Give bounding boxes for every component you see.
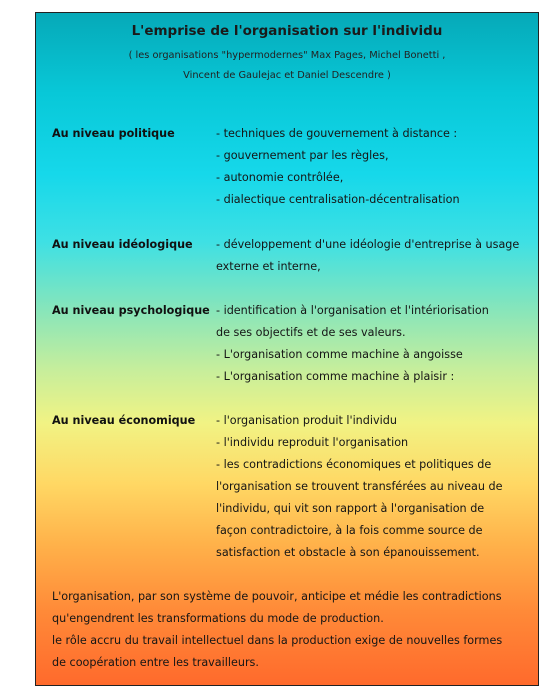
document-title: L'emprise de l'organisation sur l'individu [131, 23, 443, 39]
section-label-economique: Au niveau économique [52, 414, 196, 427]
section-label-psychologique: Au niveau psychologique [52, 304, 210, 317]
conclusion-paragraph [52, 586, 538, 674]
subtitle-line: ( les organisations "hypermodernes" Max Pages, Michel Bonetti , [128, 50, 446, 61]
section-line: - autonomie contrôlée, [216, 171, 344, 184]
conclusion-line: le rôle accru du travail intellectuel dans la production exige de nouvelles formes [52, 634, 503, 647]
section-line: - L'organisation comme machine à plaisir : [216, 370, 455, 383]
section-line: façon contradictoire, à la fois comme source de [216, 524, 483, 537]
document-subtitle [36, 46, 538, 86]
conclusion-line: de coopération entre les travailleurs. [52, 656, 259, 669]
section-line: - techniques de gouvernement à distance : [216, 127, 458, 140]
section-line: - l'organisation produit l'individu [216, 414, 397, 427]
section-line: - développement d'une idéologie d'entreprise à usage [216, 238, 520, 251]
section-line: externe et interne, [216, 260, 321, 273]
conclusion-line: qu'engendrent les transformations du mode de production. [52, 612, 384, 625]
subtitle-line: Vincent de Gaulejac et Daniel Descendre ) [183, 70, 391, 81]
section-line: satisfaction et obstacle à son épanouissement. [216, 546, 480, 559]
section-line: l'organisation se trouvent transférées au niveau de [216, 480, 503, 493]
section-line: - gouvernement par les règles, [216, 149, 389, 162]
section-items-politique [216, 123, 536, 211]
section-line: - les contradictions économiques et politiques de [216, 458, 492, 471]
section-line: l'individu, qui vit son rapport à l'organisation de [216, 502, 485, 515]
document-panel [35, 12, 539, 686]
section-items-ideologique [216, 234, 536, 278]
section-items-psychologique [216, 300, 536, 388]
section-line: - L'organisation comme machine à angoisse [216, 348, 463, 361]
conclusion-line: L'organisation, par son système de pouvoir, anticipe et médie les contradictions [52, 590, 502, 603]
section-line: de ses objectifs et de ses valeurs. [216, 326, 406, 339]
section-items-economique [216, 410, 536, 564]
section-label-ideologique: Au niveau idéologique [52, 238, 193, 251]
section-label-politique: Au niveau politique [52, 127, 175, 140]
section-line: - dialectique centralisation-décentralisation [216, 193, 460, 206]
section-line: - identification à l'organisation et l'intériorisation [216, 304, 489, 317]
section-line: - l'individu reproduit l'organisation [216, 436, 409, 449]
